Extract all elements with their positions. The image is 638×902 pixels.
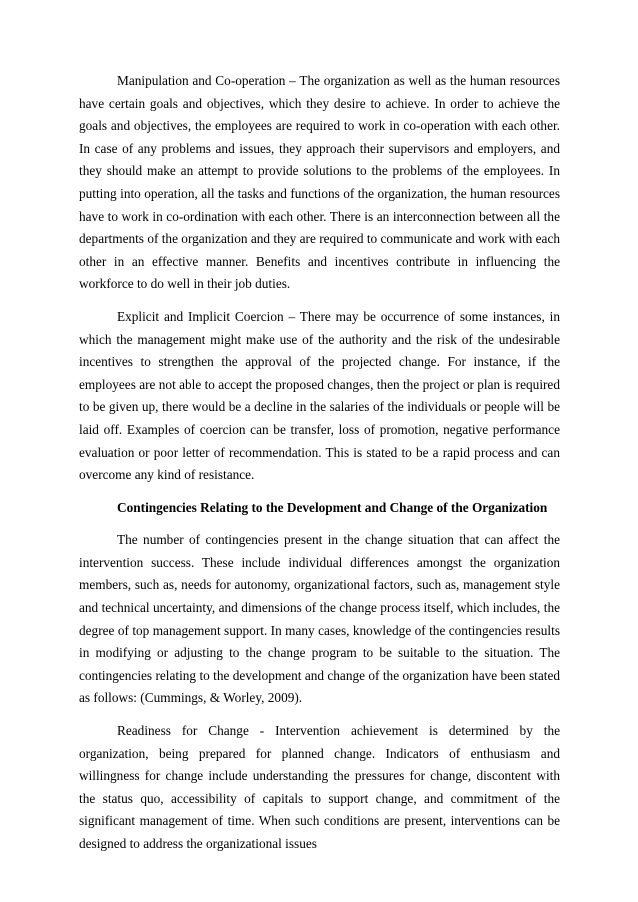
paragraph-manipulation-cooperation: Manipulation and Co-operation – The organization as well as the human resources have certain goals and objectives, which they desire to achieve. In order to achieve the goals and objectives, the employees are required to work in co-operation with each other. In case of any problems and issues, they approach their supervisors and employers, and they should make an attempt to provide solutions to the problems of the employees. In putting into operation, all the tasks and functions of the organization, the human resources have to work in co-ordination with each other. There is an interconnection between all the departments of the organization and they are required to communicate and work with each other in an effective manner. Benefits and incentives contribute in influencing the workforce to do well in their job duties. [79, 73, 560, 292]
section-heading: Contingencies Relating to the Development and Change of the Organization [117, 499, 548, 515]
paragraph-readiness-for-change: Readiness for Change - Intervention achievement is determined by the organization, being prepared for planned change. Indicators of enthusiasm and willingness for change include understanding the pressures for change, discontent with the status quo, accessibility of capitals to support change, and commitment of the significant management of time. When such conditions are present, interventions can be designed to address the organizational issues [79, 723, 560, 851]
paragraph-contingencies: The number of contingencies present in the change situation that can affect the intervention success. These include individual differences amongst the organization members, such as, needs for autonomy, organizational factors, such as, management style and technical uncertainty, and dimensions of the change process itself, which includes, the degree of top management support. In many cases, knowledge of the contingencies results in modifying or adjusting to the change program to be suitable to the situation. The contingencies relating to the development and change of the organization have been stated as follows: (Cummings, & Worley, 2009). [79, 532, 560, 706]
document-body [79, 70, 560, 856]
paragraph-explicit-implicit-coercion: Explicit and Implicit Coercion – There may be occurrence of some instances, in which the management might make use of the authority and the risk of the undesirable incentives to strengthen the approval of the projected change. For instance, if the employees are not able to accept the proposed changes, then the project or plan is required to be given up, there would be a decline in the salaries of the individuals or people will be laid off. Examples of coercion can be transfer, loss of promotion, negative performance evaluation or poor letter of recommendation. This is stated to be a rapid process and can overcome any kind of resistance. [79, 308, 560, 483]
